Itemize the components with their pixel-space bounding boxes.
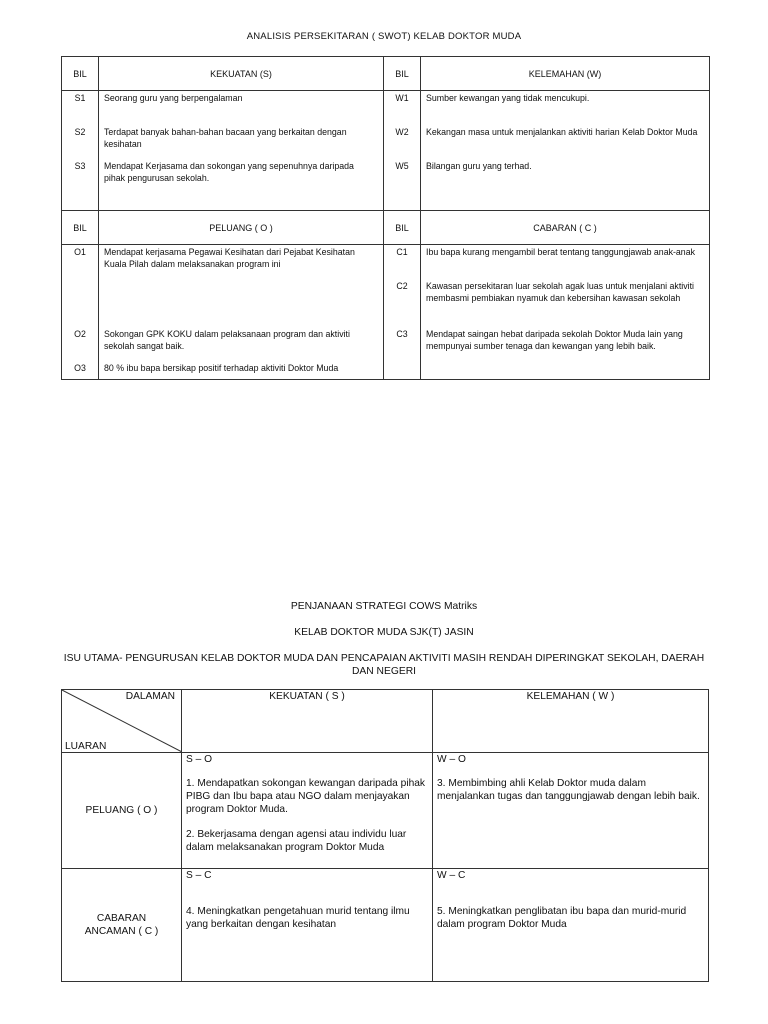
cows-matrix xyxy=(61,689,709,982)
swot-title: ANALISIS PERSEKITARAN ( SWOT) KELAB DOKTOR MUDA xyxy=(246,31,522,42)
strength-code: S2 xyxy=(74,127,86,137)
swot-header-row-2 xyxy=(62,211,710,245)
bil-header: BIL xyxy=(384,211,421,245)
peluang-header: PELUANG ( O ) xyxy=(99,211,384,245)
row-header-cabaran xyxy=(62,869,182,982)
weakness-text: Sumber kewangan yang tidak mencukupi. xyxy=(426,93,590,103)
cows-subtitle: KELAB DOKTOR MUDA SJK(T) JASIN xyxy=(294,627,474,638)
swot-oc-row xyxy=(62,245,710,380)
bil-header: BIL xyxy=(384,57,421,91)
swot-table xyxy=(61,56,710,380)
weakness-code: W1 xyxy=(395,93,409,103)
challenge-text: Mendapat saingan hebat daripada sekolah Doktor Muda lain yang mempunyai sumber tenaga dan kewangan yang lebih baik. xyxy=(426,329,683,351)
sc-label: S – C xyxy=(186,870,212,881)
weakness-text: Kekangan masa untuk menjalankan aktiviti harian Kelab Doktor Muda xyxy=(426,127,698,137)
row-header-cabaran-line2: ANCAMAN ( C ) xyxy=(84,926,159,937)
opportunity-text: Sokongan GPK KOKU dalam pelaksanaan program dan aktiviti sekolah sangat baik. xyxy=(104,329,350,351)
row-header-peluang: PELUANG ( O ) xyxy=(62,753,182,869)
swot-header-row-1 xyxy=(62,57,710,91)
sc-strategy: 4. Meningkatkan pengetahuan murid tentang ilmu yang berkaitan dengan kesihatan xyxy=(186,906,410,930)
cows-header-row xyxy=(62,690,709,753)
strength-text: Terdapat banyak bahan-bahan bacaan yang berkaitan dengan kesihatan xyxy=(104,127,347,149)
opportunity-text: 80 % ibu bapa bersikap positif terhadap aktiviti Doktor Muda xyxy=(104,363,339,373)
weakness-code: W5 xyxy=(395,161,409,171)
strength-text: Seorang guru yang berpengalaman xyxy=(104,93,243,103)
challenge-text: Kawasan persekitaran luar sekolah agak luas untuk menjalani aktiviti membasmi pembiakan nyamuk dan kebersihan kawasan sekolah xyxy=(426,281,694,303)
cows-cabaran-row xyxy=(62,869,709,982)
cows-issue: ISU UTAMA- PENGURUSAN KELAB DOKTOR MUDA DAN PENCAPAIAN AKTIVITI MASIH RENDAH DIPERINGKAT SEKOLAH, DAERAH DAN NEGERI xyxy=(63,653,705,677)
col-header-kelemahan: KELEMAHAN ( W ) xyxy=(433,690,709,753)
opportunity-code: O2 xyxy=(74,329,86,339)
cabaran-header: CABARAN ( C ) xyxy=(421,211,710,245)
wc-strategy: 5. Meningkatkan penglibatan ibu bapa dan murid-murid dalam program Doktor Muda xyxy=(437,906,687,930)
cows-title: PENJANAAN STRATEGI COWS Matriks xyxy=(290,601,478,612)
so-strategy: 1. Mendapatkan sokongan kewangan daripada pihak PIBG dan Ibu bapa atau NGO dalam menjayakan program Doktor Muda. xyxy=(186,778,426,815)
strength-text: Mendapat Kerjasama dan sokongan yang sepenuhnya daripada pihak pengurusan sekolah. xyxy=(104,161,354,183)
challenge-code: C1 xyxy=(396,247,408,257)
wo-strategy: 3. Membimbing ahli Kelab Doktor muda dalam menjalankan tugas dan tanggungjawab dengan lebih baik. xyxy=(437,778,700,802)
opportunity-text: Mendapat kerjasama Pegawai Kesihatan dari Pejabat Kesihatan Kuala Pilah dalam melaksanakan program ini xyxy=(104,247,355,269)
weakness-code: W2 xyxy=(395,127,409,137)
opportunity-code: O3 xyxy=(74,363,86,373)
kelemahan-header: KELEMAHAN (W) xyxy=(421,57,710,91)
wc-label: W – C xyxy=(437,870,466,881)
challenge-text: Ibu bapa kurang mengambil berat tentang tanggungjawab anak-anak xyxy=(426,247,695,257)
challenge-code: C2 xyxy=(396,281,408,291)
col-header-kekuatan: KEKUATAN ( S ) xyxy=(182,690,433,753)
opportunity-code: O1 xyxy=(74,247,86,257)
corner-label-luaran: LUARAN xyxy=(65,741,107,752)
challenge-code: C3 xyxy=(396,329,408,339)
so-strategy: 2. Bekerjasama dengan agensi atau individu luar dalam melaksanakan program Doktor Muda xyxy=(186,829,407,853)
strength-code: S1 xyxy=(74,93,86,103)
so-label: S – O xyxy=(186,754,213,765)
strength-code: S3 xyxy=(74,161,86,171)
bil-header: BIL xyxy=(62,211,99,245)
wo-label: W – O xyxy=(437,754,466,765)
row-header-cabaran-line1: CABARAN xyxy=(96,913,147,924)
weakness-text: Bilangan guru yang terhad. xyxy=(426,161,532,171)
bil-header: BIL xyxy=(62,57,99,91)
cows-peluang-row xyxy=(62,753,709,869)
swot-sw-row xyxy=(62,91,710,211)
corner-label-dalaman: DALAMAN xyxy=(125,691,175,702)
kekuatan-header: KEKUATAN (S) xyxy=(99,57,384,91)
